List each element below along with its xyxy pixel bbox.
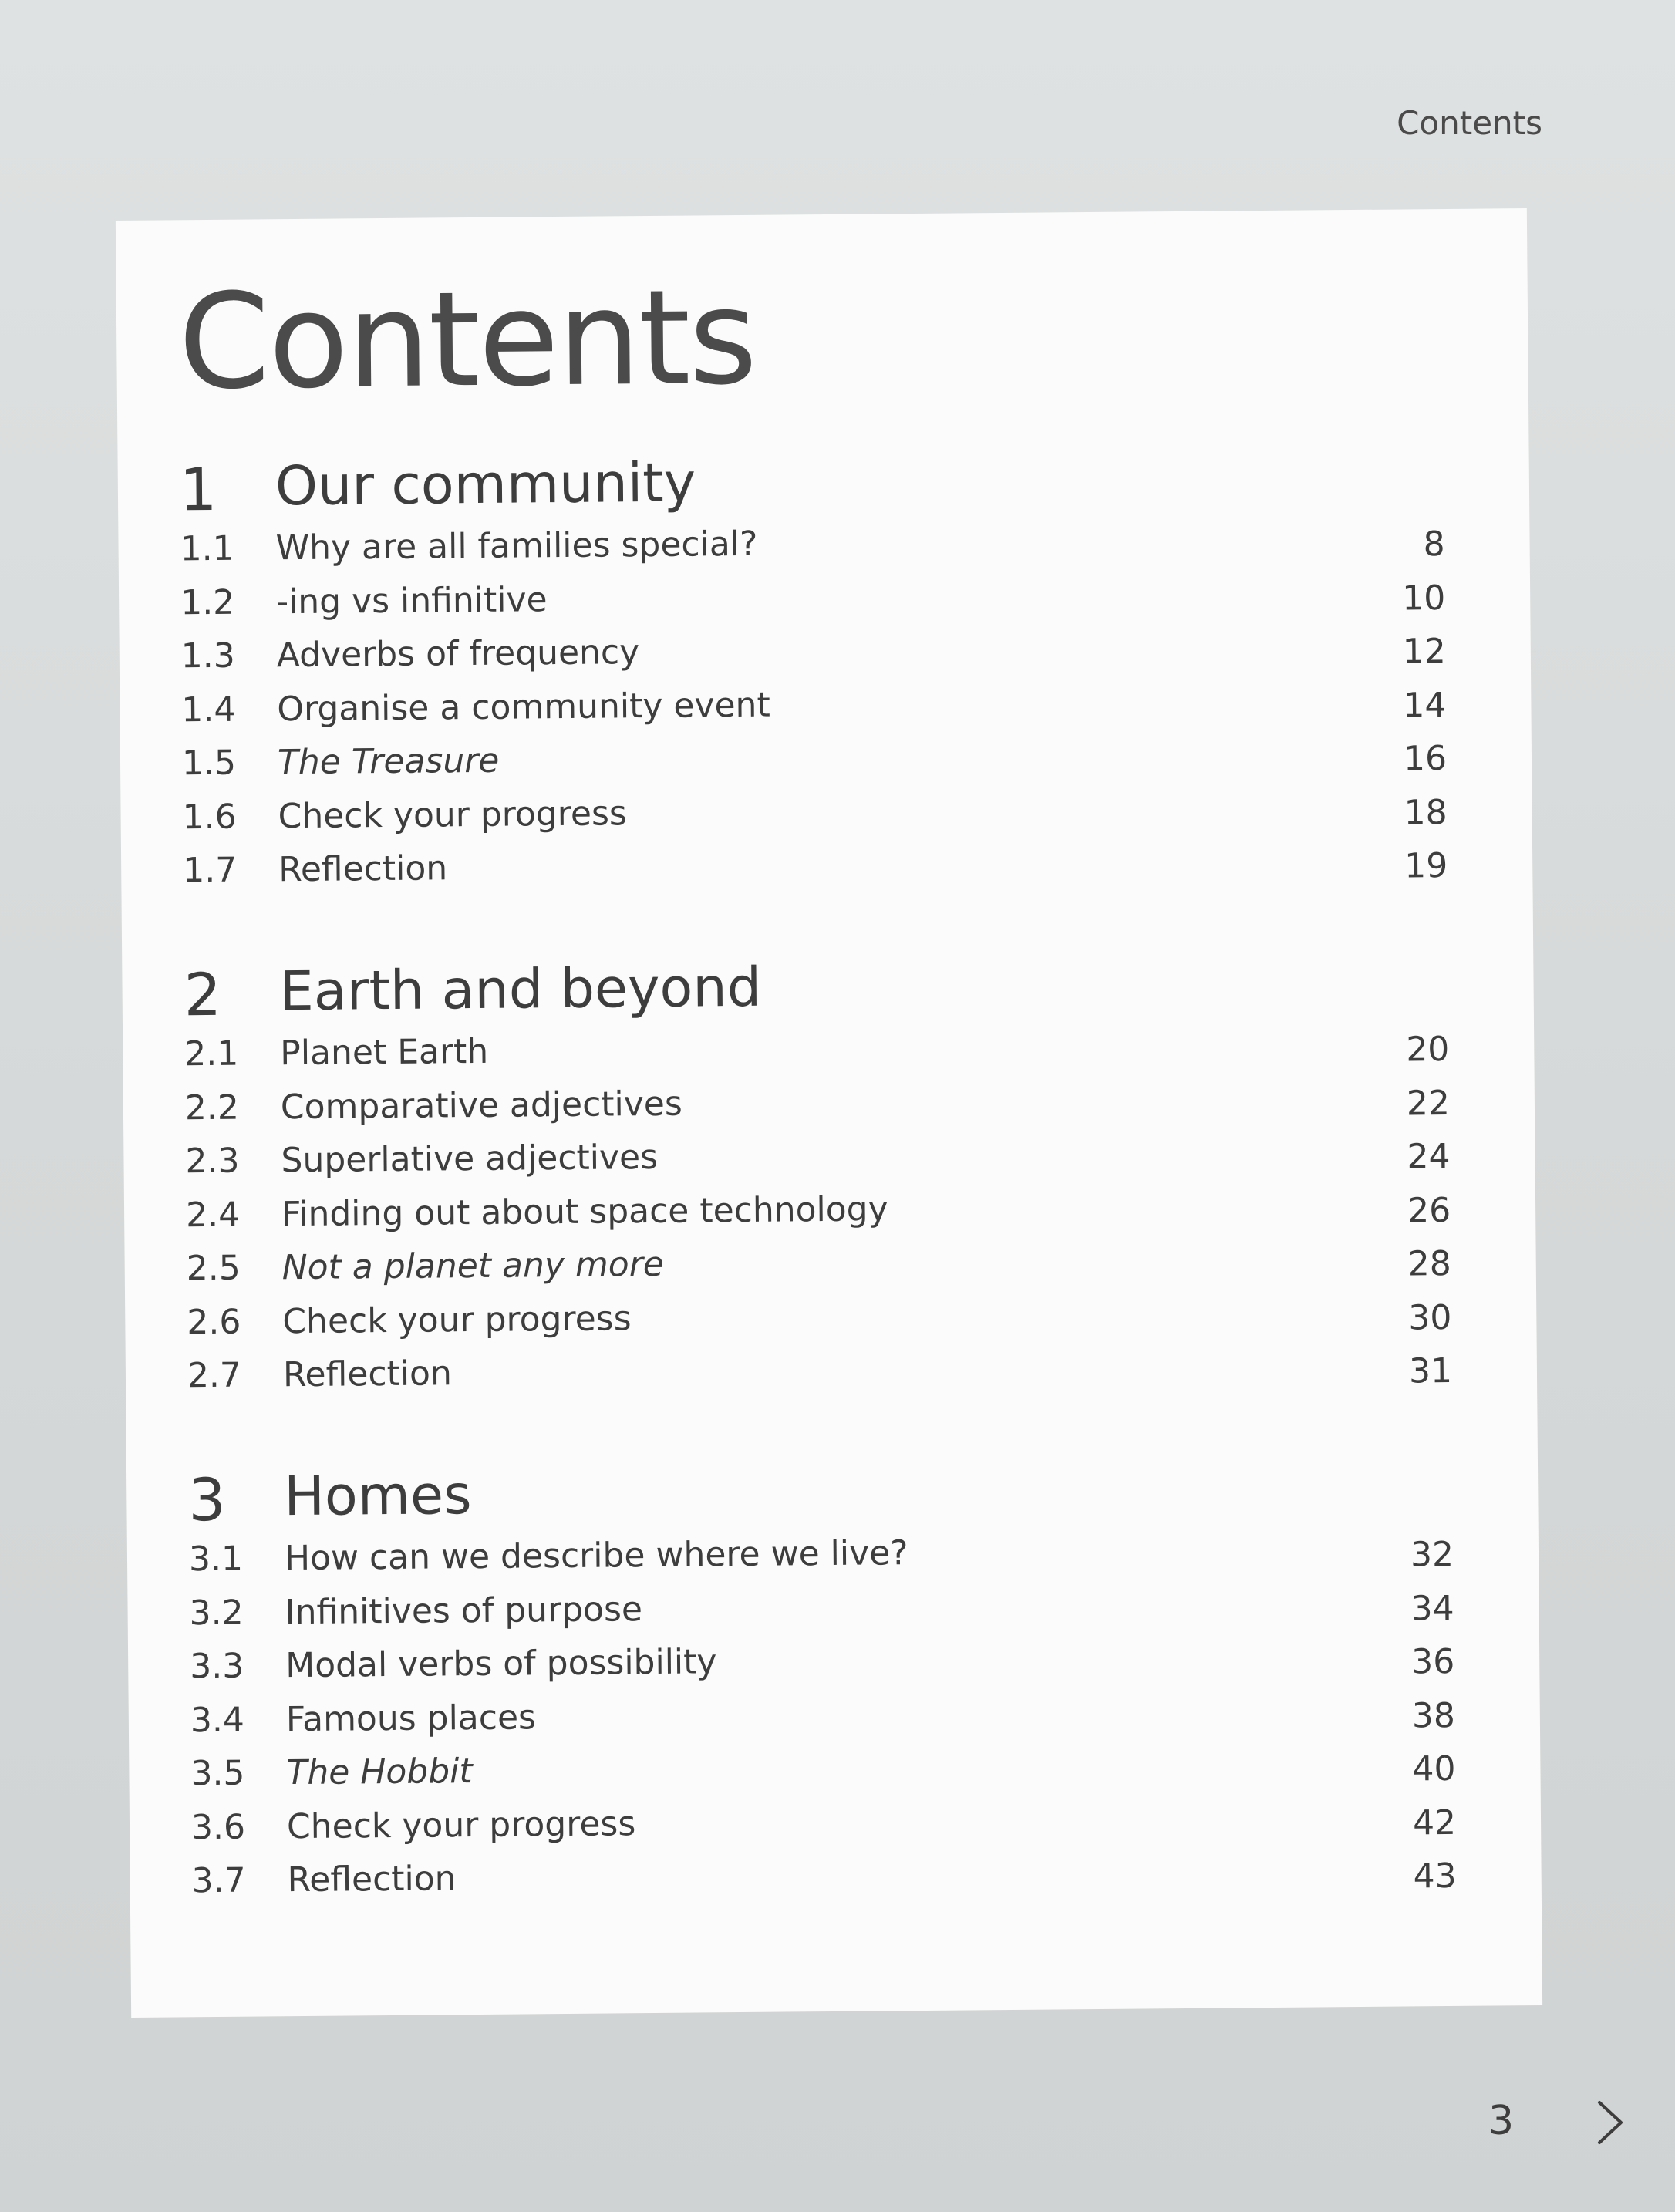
entry-title: Modal verbs of possibility [285,1642,717,1686]
unit-section [180,443,1525,905]
entry-number: 3.5 [190,1753,245,1794]
entry-number: 3.2 [189,1593,244,1633]
unit-heading [184,949,1526,1034]
entry-title: Check your progress [282,1298,632,1341]
entry-page: 43 [1413,1856,1457,1897]
entry-number: 2.7 [187,1355,242,1396]
entry-page: 38 [1411,1695,1456,1735]
unit-title: Earth and beyond [279,955,762,1023]
entry-title: Famous places [285,1697,537,1739]
page-title: Contents [177,261,757,420]
entry-number: 2.2 [184,1087,240,1128]
entry-page: 34 [1410,1588,1454,1628]
entry-page: 36 [1411,1641,1455,1682]
entry-number: 1.5 [181,743,237,784]
entry-number: 3.6 [190,1807,246,1847]
entry-title: How can we describe where we live? [284,1533,908,1579]
entry-page: 19 [1404,845,1448,886]
entry-number: 3.7 [191,1860,246,1901]
unit-number: 1 [179,454,217,524]
entry-title: Reflection [278,848,448,890]
entry-page: 8 [1423,524,1445,565]
entry-title: Planet Earth [280,1031,489,1074]
entry-title: Reflection [287,1859,457,1900]
entry-title: Reflection [282,1354,453,1395]
entry-title: Why are all families special? [275,524,758,568]
entry-number: 1.6 [182,797,237,837]
entry-title: Superlative adjectives [281,1137,659,1181]
entry-number: 3.4 [190,1700,245,1740]
entry-title: Check your progress [278,793,628,836]
running-header: Contents [1397,104,1542,142]
entry-number: 1.4 [181,690,236,730]
entry-page: 28 [1407,1243,1451,1284]
contents-panel [116,208,1542,2018]
unit-title: Our community [275,450,696,518]
toc-entry[interactable] [191,1850,1534,1915]
unit-heading [188,1454,1531,1539]
entry-title: Adverbs of frequency [276,632,640,676]
entry-number: 2.1 [184,1034,239,1074]
entry-page: 30 [1408,1297,1452,1337]
entry-title: Organise a community event [277,685,770,729]
entry-title: Check your progress [286,1803,636,1846]
entry-title: The Hobbit [286,1752,473,1793]
entry-number: 2.5 [186,1248,241,1289]
page-number: 3 [1488,2098,1515,2144]
unit-number: 3 [187,1465,227,1535]
entry-page: 10 [1401,578,1446,618]
entry-title: Comparative adjectives [280,1084,683,1127]
entry-number: 3.3 [190,1646,244,1687]
entry-title: Not a planet any more [281,1244,665,1288]
unit-section [188,1454,1534,1915]
entry-number: 1.1 [180,528,234,569]
chevron-right-icon[interactable] [1590,2099,1629,2146]
entry-page: 20 [1406,1029,1450,1070]
unit-number: 2 [184,959,222,1030]
entry-page: 18 [1404,792,1448,832]
unit-title: Homes [283,1463,472,1529]
entry-title: -ing vs infinitive [275,579,548,622]
entry-number: 1.7 [183,850,238,891]
entry-page: 32 [1410,1534,1454,1575]
entry-number: 2.4 [185,1195,241,1235]
entry-number: 1.2 [180,582,235,622]
unit-section [184,949,1529,1410]
entry-number: 1.3 [180,636,236,676]
entry-page: 22 [1406,1083,1451,1123]
entry-page: 14 [1403,685,1447,725]
entry-title: Infinitives of purpose [285,1589,643,1632]
entry-page: 42 [1412,1802,1457,1843]
entry-page: 40 [1412,1748,1456,1789]
entry-page: 12 [1402,631,1447,672]
chevron-right-icon-glyph [1590,2099,1629,2146]
entry-page: 16 [1403,738,1448,779]
toc-entry[interactable] [183,839,1525,905]
entry-number: 2.3 [185,1141,240,1182]
entry-number: 2.6 [187,1302,241,1342]
unit-heading [180,443,1522,529]
toc-entry[interactable] [187,1344,1530,1410]
entry-page: 31 [1408,1350,1453,1391]
entry-page: 24 [1407,1136,1451,1177]
entry-title: Finding out about space technology [281,1189,888,1234]
entry-title: The Treasure [277,740,500,783]
entry-page: 26 [1407,1190,1451,1230]
entry-number: 3.1 [188,1539,244,1580]
